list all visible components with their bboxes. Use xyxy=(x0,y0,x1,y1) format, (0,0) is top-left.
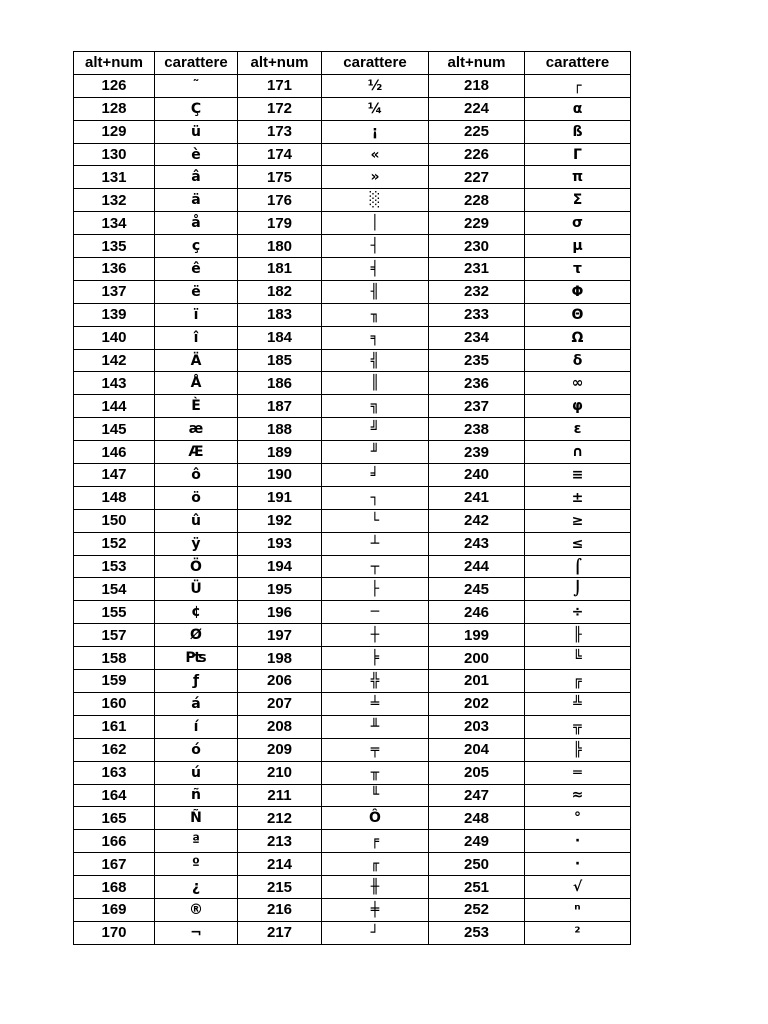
table-row xyxy=(74,921,631,944)
alt-code-cell: 218 xyxy=(429,74,525,97)
alt-code-cell: 172 xyxy=(238,97,322,120)
alt-code-cell: 128 xyxy=(74,97,155,120)
alt-code-cell: 228 xyxy=(429,189,525,212)
character-cell: ░ xyxy=(322,189,429,212)
alt-code-cell: 146 xyxy=(74,441,155,464)
character-cell: ╤ xyxy=(322,738,429,761)
alt-code-cell: 229 xyxy=(429,212,525,235)
character-cell: ┐ xyxy=(322,486,429,509)
alt-code-cell: 164 xyxy=(74,784,155,807)
alt-code-cell: 215 xyxy=(238,876,322,899)
alt-code-cell: 183 xyxy=(238,303,322,326)
table-row xyxy=(74,898,631,921)
alt-code-cell: 136 xyxy=(74,258,155,281)
alt-code-cell: 159 xyxy=(74,670,155,693)
character-cell: ® xyxy=(155,898,238,921)
table-row xyxy=(74,303,631,326)
character-cell: å xyxy=(155,212,238,235)
table-row xyxy=(74,212,631,235)
table-row xyxy=(74,464,631,487)
alt-code-cell: 132 xyxy=(74,189,155,212)
alt-code-cell: 155 xyxy=(74,601,155,624)
alt-code-cell: 144 xyxy=(74,395,155,418)
alt-code-cell: 199 xyxy=(429,624,525,647)
character-cell: Ä xyxy=(155,349,238,372)
alt-code-cell: 250 xyxy=(429,853,525,876)
alt-code-cell: 248 xyxy=(429,807,525,830)
character-cell: ╝ xyxy=(322,418,429,441)
alt-code-cell: 253 xyxy=(429,921,525,944)
alt-code-cell: 213 xyxy=(238,830,322,853)
character-cell: ⌠ xyxy=(525,555,631,578)
alt-code-cell: 173 xyxy=(238,120,322,143)
character-cell: æ xyxy=(155,418,238,441)
alt-code-table xyxy=(73,51,631,945)
alt-code-cell: 204 xyxy=(429,738,525,761)
character-cell: · xyxy=(525,853,631,876)
alt-code-cell: 238 xyxy=(429,418,525,441)
alt-code-cell: 233 xyxy=(429,303,525,326)
alt-code-cell: 135 xyxy=(74,235,155,258)
alt-code-cell: 126 xyxy=(74,74,155,97)
character-cell: ╦ xyxy=(525,715,631,738)
table-row xyxy=(74,738,631,761)
character-cell: û xyxy=(155,509,238,532)
alt-code-cell: 226 xyxy=(429,143,525,166)
character-cell: ¬ xyxy=(155,921,238,944)
alt-code-cell: 235 xyxy=(429,349,525,372)
alt-code-cell: 251 xyxy=(429,876,525,899)
character-cell: ß xyxy=(525,120,631,143)
character-cell: ö xyxy=(155,486,238,509)
alt-code-cell: 237 xyxy=(429,395,525,418)
alt-code-cell: 167 xyxy=(74,853,155,876)
table-row xyxy=(74,486,631,509)
alt-code-cell: 200 xyxy=(429,647,525,670)
alt-code-cell: 134 xyxy=(74,212,155,235)
table-row xyxy=(74,235,631,258)
alt-code-cell: 242 xyxy=(429,509,525,532)
alt-code-cell: 129 xyxy=(74,120,155,143)
table-row xyxy=(74,692,631,715)
character-cell: ÷ xyxy=(525,601,631,624)
alt-code-cell: 187 xyxy=(238,395,322,418)
character-cell: ½ xyxy=(322,74,429,97)
alt-code-cell: 210 xyxy=(238,761,322,784)
alt-code-cell: 206 xyxy=(238,670,322,693)
table-row xyxy=(74,761,631,784)
character-cell: φ xyxy=(525,395,631,418)
character-cell: á xyxy=(155,692,238,715)
character-cell: ÿ xyxy=(155,532,238,555)
character-cell: ┼ xyxy=(322,624,429,647)
character-cell: º xyxy=(155,853,238,876)
alt-code-cell: 194 xyxy=(238,555,322,578)
character-cell: ² xyxy=(525,921,631,944)
table-row xyxy=(74,143,631,166)
character-cell: ¼ xyxy=(322,97,429,120)
character-cell: π xyxy=(525,166,631,189)
table-row xyxy=(74,120,631,143)
character-cell: ₧ xyxy=(155,647,238,670)
character-cell: σ xyxy=(525,212,631,235)
character-cell: ║ xyxy=(322,372,429,395)
table-body xyxy=(74,74,631,944)
table-row xyxy=(74,532,631,555)
character-cell: ╗ xyxy=(322,395,429,418)
alt-code-cell: 190 xyxy=(238,464,322,487)
alt-code-cell: 230 xyxy=(429,235,525,258)
alt-code-cell: 243 xyxy=(429,532,525,555)
alt-code-cell: 174 xyxy=(238,143,322,166)
header-row xyxy=(74,52,631,75)
table-row xyxy=(74,326,631,349)
character-cell: │ xyxy=(322,212,429,235)
alt-code-cell: 203 xyxy=(429,715,525,738)
alt-code-cell: 216 xyxy=(238,898,322,921)
character-cell: ╒ xyxy=(322,830,429,853)
character-cell: ∙ xyxy=(525,830,631,853)
alt-code-cell: 246 xyxy=(429,601,525,624)
character-cell: ú xyxy=(155,761,238,784)
table-row xyxy=(74,853,631,876)
table-row xyxy=(74,670,631,693)
character-cell: ç xyxy=(155,235,238,258)
column-header: carattere xyxy=(155,52,238,75)
character-cell: ó xyxy=(155,738,238,761)
character-cell: ¡ xyxy=(322,120,429,143)
alt-code-cell: 240 xyxy=(429,464,525,487)
character-cell: Ö xyxy=(155,555,238,578)
alt-code-cell: 211 xyxy=(238,784,322,807)
character-cell: Ω xyxy=(525,326,631,349)
alt-code-cell: 161 xyxy=(74,715,155,738)
column-header: carattere xyxy=(322,52,429,75)
character-cell: ┌ xyxy=(525,74,631,97)
alt-code-cell: 182 xyxy=(238,280,322,303)
table-row xyxy=(74,555,631,578)
character-cell: ⁿ xyxy=(525,898,631,921)
alt-code-cell: 212 xyxy=(238,807,322,830)
character-cell: ª xyxy=(155,830,238,853)
alt-code-cell: 162 xyxy=(74,738,155,761)
alt-code-cell: 225 xyxy=(429,120,525,143)
alt-code-cell: 234 xyxy=(429,326,525,349)
character-cell: ╠ xyxy=(525,738,631,761)
alt-code-cell: 232 xyxy=(429,280,525,303)
alt-code-cell: 179 xyxy=(238,212,322,235)
table-row xyxy=(74,647,631,670)
character-cell: ï xyxy=(155,303,238,326)
alt-code-cell: 195 xyxy=(238,578,322,601)
table-row xyxy=(74,784,631,807)
alt-code-cell: 168 xyxy=(74,876,155,899)
table-row xyxy=(74,189,631,212)
character-cell: Γ xyxy=(525,143,631,166)
alt-code-cell: 184 xyxy=(238,326,322,349)
character-cell: ┴ xyxy=(322,532,429,555)
table-row xyxy=(74,166,631,189)
character-cell: ╕ xyxy=(322,326,429,349)
alt-code-cell: 157 xyxy=(74,624,155,647)
alt-code-cell: 198 xyxy=(238,647,322,670)
alt-code-cell: 170 xyxy=(74,921,155,944)
table-row xyxy=(74,395,631,418)
character-cell: ╙ xyxy=(322,784,429,807)
character-cell: Φ xyxy=(525,280,631,303)
character-cell: ä xyxy=(155,189,238,212)
character-cell: ê xyxy=(155,258,238,281)
alt-code-cell: 140 xyxy=(74,326,155,349)
alt-code-cell: 185 xyxy=(238,349,322,372)
character-cell: Θ xyxy=(525,303,631,326)
alt-code-cell: 166 xyxy=(74,830,155,853)
alt-code-cell: 145 xyxy=(74,418,155,441)
column-header: carattere xyxy=(525,52,631,75)
character-cell: ô xyxy=(155,464,238,487)
alt-code-cell: 197 xyxy=(238,624,322,647)
column-header: alt+num xyxy=(74,52,155,75)
alt-code-cell: 245 xyxy=(429,578,525,601)
character-cell: √ xyxy=(525,876,631,899)
table-row xyxy=(74,372,631,395)
character-cell: ╓ xyxy=(322,853,429,876)
character-cell: Ô xyxy=(322,807,429,830)
character-cell: ¿ xyxy=(155,876,238,899)
alt-code-cell: 201 xyxy=(429,670,525,693)
character-cell: ñ xyxy=(155,784,238,807)
column-header: alt+num xyxy=(429,52,525,75)
character-cell: ╚ xyxy=(525,647,631,670)
character-cell: ┤ xyxy=(322,235,429,258)
alt-code-cell: 153 xyxy=(74,555,155,578)
character-cell: Ç xyxy=(155,97,238,120)
table-row xyxy=(74,830,631,853)
alt-code-cell: 231 xyxy=(429,258,525,281)
character-cell: Ñ xyxy=(155,807,238,830)
alt-code-cell: 247 xyxy=(429,784,525,807)
alt-code-cell: 191 xyxy=(238,486,322,509)
character-cell: ═ xyxy=(525,761,631,784)
character-cell: τ xyxy=(525,258,631,281)
character-cell: ° xyxy=(525,807,631,830)
alt-code-cell: 217 xyxy=(238,921,322,944)
alt-code-cell: 252 xyxy=(429,898,525,921)
character-cell: È xyxy=(155,395,238,418)
alt-code-cell: 180 xyxy=(238,235,322,258)
alt-code-cell: 236 xyxy=(429,372,525,395)
alt-code-cell: 165 xyxy=(74,807,155,830)
character-cell: ╟ xyxy=(525,624,631,647)
alt-code-cell: 158 xyxy=(74,647,155,670)
alt-code-cell: 160 xyxy=(74,692,155,715)
character-cell: ╡ xyxy=(322,258,429,281)
character-cell: ± xyxy=(525,486,631,509)
table-row xyxy=(74,715,631,738)
alt-code-cell: 148 xyxy=(74,486,155,509)
character-cell: « xyxy=(322,143,429,166)
alt-code-cell: 131 xyxy=(74,166,155,189)
table-row xyxy=(74,441,631,464)
character-cell: Ü xyxy=(155,578,238,601)
character-cell: ╜ xyxy=(322,441,429,464)
alt-code-cell: 241 xyxy=(429,486,525,509)
alt-code-cell: 154 xyxy=(74,578,155,601)
alt-code-cell: 142 xyxy=(74,349,155,372)
alt-code-cell: 181 xyxy=(238,258,322,281)
table-row xyxy=(74,74,631,97)
column-header: alt+num xyxy=(238,52,322,75)
table-row xyxy=(74,807,631,830)
alt-code-cell: 175 xyxy=(238,166,322,189)
character-cell: ╪ xyxy=(322,898,429,921)
character-cell: ╬ xyxy=(322,670,429,693)
table-row xyxy=(74,509,631,532)
character-cell: Æ xyxy=(155,441,238,464)
table-row xyxy=(74,624,631,647)
alt-code-cell: 227 xyxy=(429,166,525,189)
alt-code-cell: 143 xyxy=(74,372,155,395)
character-cell: ╩ xyxy=(525,692,631,715)
character-cell: ≈ xyxy=(525,784,631,807)
character-cell: ╥ xyxy=(322,761,429,784)
alt-code-cell: 176 xyxy=(238,189,322,212)
character-cell: ╣ xyxy=(322,349,429,372)
alt-code-cell: 163 xyxy=(74,761,155,784)
character-cell: ⌡ xyxy=(525,578,631,601)
table-row xyxy=(74,280,631,303)
character-cell: ü xyxy=(155,120,238,143)
character-cell: µ xyxy=(525,235,631,258)
alt-code-cell: 249 xyxy=(429,830,525,853)
character-cell: ε xyxy=(525,418,631,441)
alt-code-cell: 192 xyxy=(238,509,322,532)
alt-code-cell: 244 xyxy=(429,555,525,578)
alt-code-cell: 205 xyxy=(429,761,525,784)
alt-code-cell: 224 xyxy=(429,97,525,120)
character-cell: ≤ xyxy=(525,532,631,555)
character-cell: ╛ xyxy=(322,464,429,487)
table-row xyxy=(74,601,631,624)
table-row xyxy=(74,876,631,899)
character-cell: ─ xyxy=(322,601,429,624)
alt-code-cell: 169 xyxy=(74,898,155,921)
alt-code-cell: 171 xyxy=(238,74,322,97)
character-cell: ╖ xyxy=(322,303,429,326)
character-cell: ┬ xyxy=(322,555,429,578)
character-cell: ƒ xyxy=(155,670,238,693)
character-cell: ∞ xyxy=(525,372,631,395)
alt-code-cell: 188 xyxy=(238,418,322,441)
character-cell: » xyxy=(322,166,429,189)
character-cell: í xyxy=(155,715,238,738)
alt-code-cell: 137 xyxy=(74,280,155,303)
character-cell: ˜ xyxy=(155,74,238,97)
character-cell: ∩ xyxy=(525,441,631,464)
character-cell: ╔ xyxy=(525,670,631,693)
character-cell: ¢ xyxy=(155,601,238,624)
alt-code-cell: 152 xyxy=(74,532,155,555)
alt-code-cell: 239 xyxy=(429,441,525,464)
alt-code-cell: 189 xyxy=(238,441,322,464)
character-cell: ┘ xyxy=(322,921,429,944)
character-cell: ├ xyxy=(322,578,429,601)
character-cell: è xyxy=(155,143,238,166)
alt-code-cell: 196 xyxy=(238,601,322,624)
character-cell: ë xyxy=(155,280,238,303)
character-cell: â xyxy=(155,166,238,189)
alt-code-cell: 193 xyxy=(238,532,322,555)
character-cell: Ø xyxy=(155,624,238,647)
table-row xyxy=(74,418,631,441)
character-cell: δ xyxy=(525,349,631,372)
table-row xyxy=(74,97,631,120)
character-cell: ╧ xyxy=(322,692,429,715)
alt-code-cell: 202 xyxy=(429,692,525,715)
alt-code-cell: 186 xyxy=(238,372,322,395)
alt-code-cell: 208 xyxy=(238,715,322,738)
alt-code-cell: 130 xyxy=(74,143,155,166)
character-cell: ╫ xyxy=(322,876,429,899)
table-row xyxy=(74,578,631,601)
alt-code-cell: 139 xyxy=(74,303,155,326)
table-row xyxy=(74,258,631,281)
table-row xyxy=(74,349,631,372)
character-cell: Σ xyxy=(525,189,631,212)
character-cell: ≥ xyxy=(525,509,631,532)
alt-code-cell: 147 xyxy=(74,464,155,487)
character-cell: ≡ xyxy=(525,464,631,487)
alt-code-cell: 207 xyxy=(238,692,322,715)
alt-code-cell: 214 xyxy=(238,853,322,876)
alt-code-cell: 209 xyxy=(238,738,322,761)
character-cell: α xyxy=(525,97,631,120)
character-cell: î xyxy=(155,326,238,349)
character-cell: ╢ xyxy=(322,280,429,303)
character-cell: └ xyxy=(322,509,429,532)
character-cell: Å xyxy=(155,372,238,395)
alt-code-cell: 150 xyxy=(74,509,155,532)
character-cell: ╞ xyxy=(322,647,429,670)
character-cell: ╨ xyxy=(322,715,429,738)
